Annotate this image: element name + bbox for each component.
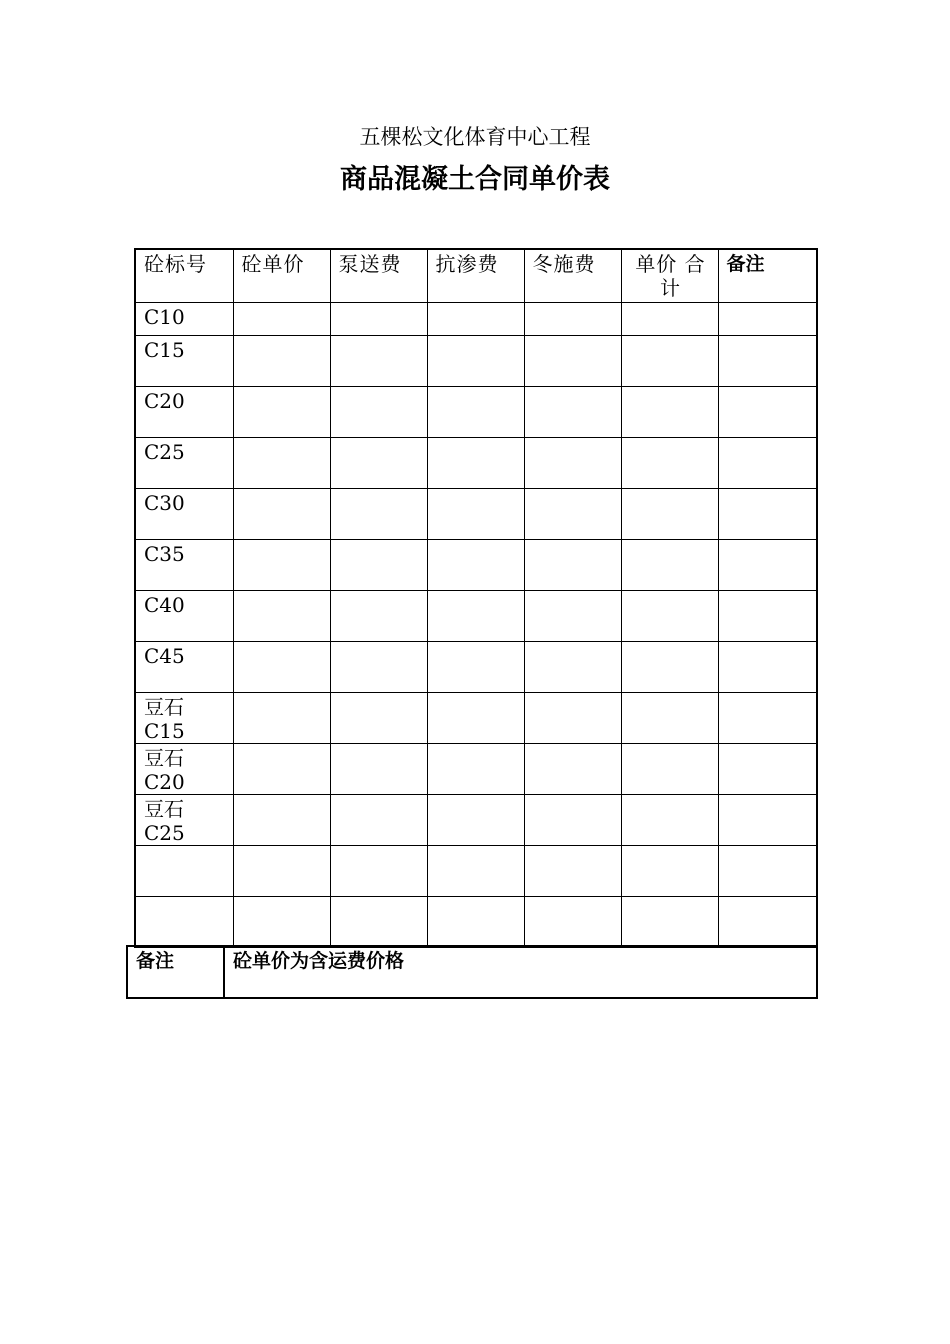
cell-winter-fee [524, 743, 621, 794]
cell-unit-price [233, 302, 330, 335]
cell-pumping-fee [330, 641, 427, 692]
table-row [135, 743, 817, 794]
cell-impermeability-fee [427, 641, 524, 692]
cell-total-price [621, 794, 718, 845]
cell-unit-price [233, 590, 330, 641]
cell-unit-price [233, 386, 330, 437]
cell-remarks [718, 896, 817, 947]
cell-remarks [718, 488, 817, 539]
cell-pumping-fee [330, 335, 427, 386]
cell-remarks [718, 539, 817, 590]
cell-pumping-fee [330, 539, 427, 590]
cell-winter-fee [524, 539, 621, 590]
cell-impermeability-fee [427, 437, 524, 488]
cell-remarks [718, 743, 817, 794]
cell-winter-fee [524, 794, 621, 845]
table-row [135, 386, 817, 437]
cell-unit-price [233, 845, 330, 896]
cell-grade: 豆石 C20 [135, 743, 233, 794]
cell-remarks [718, 845, 817, 896]
cell-pumping-fee [330, 302, 427, 335]
document-subtitle: 五棵松文化体育中心工程 [359, 125, 591, 149]
cell-impermeability-fee [427, 539, 524, 590]
cell-pumping-fee [330, 794, 427, 845]
header-cell-total-price: 单价 合计 [621, 249, 718, 302]
cell-grade: C45 [135, 641, 233, 692]
table-row [135, 794, 817, 845]
cell-remarks [718, 590, 817, 641]
cell-winter-fee [524, 335, 621, 386]
cell-impermeability-fee [427, 335, 524, 386]
cell-impermeability-fee [427, 488, 524, 539]
cell-total-price [621, 386, 718, 437]
table-row [135, 335, 817, 386]
cell-winter-fee [524, 896, 621, 947]
price-table-body [135, 249, 817, 947]
table-row [135, 641, 817, 692]
cell-unit-price [233, 335, 330, 386]
cell-pumping-fee [330, 692, 427, 743]
cell-pumping-fee [330, 488, 427, 539]
cell-unit-price [233, 539, 330, 590]
cell-impermeability-fee [427, 743, 524, 794]
note-table [126, 945, 818, 999]
cell-remarks [718, 641, 817, 692]
cell-winter-fee [524, 488, 621, 539]
cell-remarks [718, 692, 817, 743]
cell-grade [135, 896, 233, 947]
table-row [135, 488, 817, 539]
cell-total-price [621, 539, 718, 590]
cell-total-price [621, 896, 718, 947]
cell-impermeability-fee [427, 386, 524, 437]
cell-total-price [621, 335, 718, 386]
note-row [127, 946, 817, 998]
cell-grade: C30 [135, 488, 233, 539]
cell-pumping-fee [330, 845, 427, 896]
cell-remarks [718, 335, 817, 386]
cell-grade: 豆石 C15 [135, 692, 233, 743]
note-text: 砼单价为含运费价格 [224, 946, 817, 998]
table-row [135, 437, 817, 488]
document-title: 商品混凝土合同单价表 [340, 164, 610, 195]
cell-unit-price [233, 437, 330, 488]
cell-pumping-fee [330, 590, 427, 641]
cell-impermeability-fee [427, 896, 524, 947]
cell-pumping-fee [330, 386, 427, 437]
cell-remarks [718, 437, 817, 488]
cell-impermeability-fee [427, 590, 524, 641]
header-cell-remarks: 备注 [718, 249, 817, 302]
cell-remarks [718, 386, 817, 437]
cell-total-price [621, 590, 718, 641]
cell-winter-fee [524, 590, 621, 641]
cell-unit-price [233, 692, 330, 743]
price-table [134, 248, 818, 948]
cell-winter-fee [524, 845, 621, 896]
cell-winter-fee [524, 641, 621, 692]
cell-winter-fee [524, 386, 621, 437]
cell-total-price [621, 743, 718, 794]
cell-winter-fee [524, 302, 621, 335]
cell-total-price [621, 488, 718, 539]
header-cell-grade: 砼标号 [135, 249, 233, 302]
cell-winter-fee [524, 437, 621, 488]
table-row [135, 590, 817, 641]
cell-grade: C10 [135, 302, 233, 335]
table-row [135, 896, 817, 947]
cell-impermeability-fee [427, 302, 524, 335]
cell-impermeability-fee [427, 794, 524, 845]
header-cell-unit-price: 砼单价 [233, 249, 330, 302]
cell-pumping-fee [330, 743, 427, 794]
cell-pumping-fee [330, 896, 427, 947]
cell-remarks [718, 794, 817, 845]
cell-unit-price [233, 743, 330, 794]
cell-grade: C15 [135, 335, 233, 386]
cell-unit-price [233, 794, 330, 845]
cell-total-price [621, 692, 718, 743]
cell-impermeability-fee [427, 845, 524, 896]
cell-winter-fee [524, 692, 621, 743]
cell-unit-price [233, 641, 330, 692]
cell-impermeability-fee [427, 692, 524, 743]
cell-grade: C25 [135, 437, 233, 488]
header-cell-pumping-fee: 泵送费 [330, 249, 427, 302]
header-cell-winter-fee: 冬施费 [524, 249, 621, 302]
table-header-row [135, 249, 817, 302]
cell-total-price [621, 845, 718, 896]
cell-total-price [621, 302, 718, 335]
cell-grade [135, 845, 233, 896]
table-row [135, 692, 817, 743]
cell-grade: C20 [135, 386, 233, 437]
cell-total-price [621, 641, 718, 692]
cell-total-price [621, 437, 718, 488]
cell-remarks [718, 302, 817, 335]
table-row [135, 845, 817, 896]
cell-pumping-fee [330, 437, 427, 488]
cell-grade: C40 [135, 590, 233, 641]
table-row [135, 302, 817, 335]
header-cell-impermeability-fee: 抗渗费 [427, 249, 524, 302]
cell-unit-price [233, 488, 330, 539]
cell-grade: 豆石 C25 [135, 794, 233, 845]
note-label: 备注 [127, 946, 224, 998]
table-row [135, 539, 817, 590]
cell-grade: C35 [135, 539, 233, 590]
cell-unit-price [233, 896, 330, 947]
